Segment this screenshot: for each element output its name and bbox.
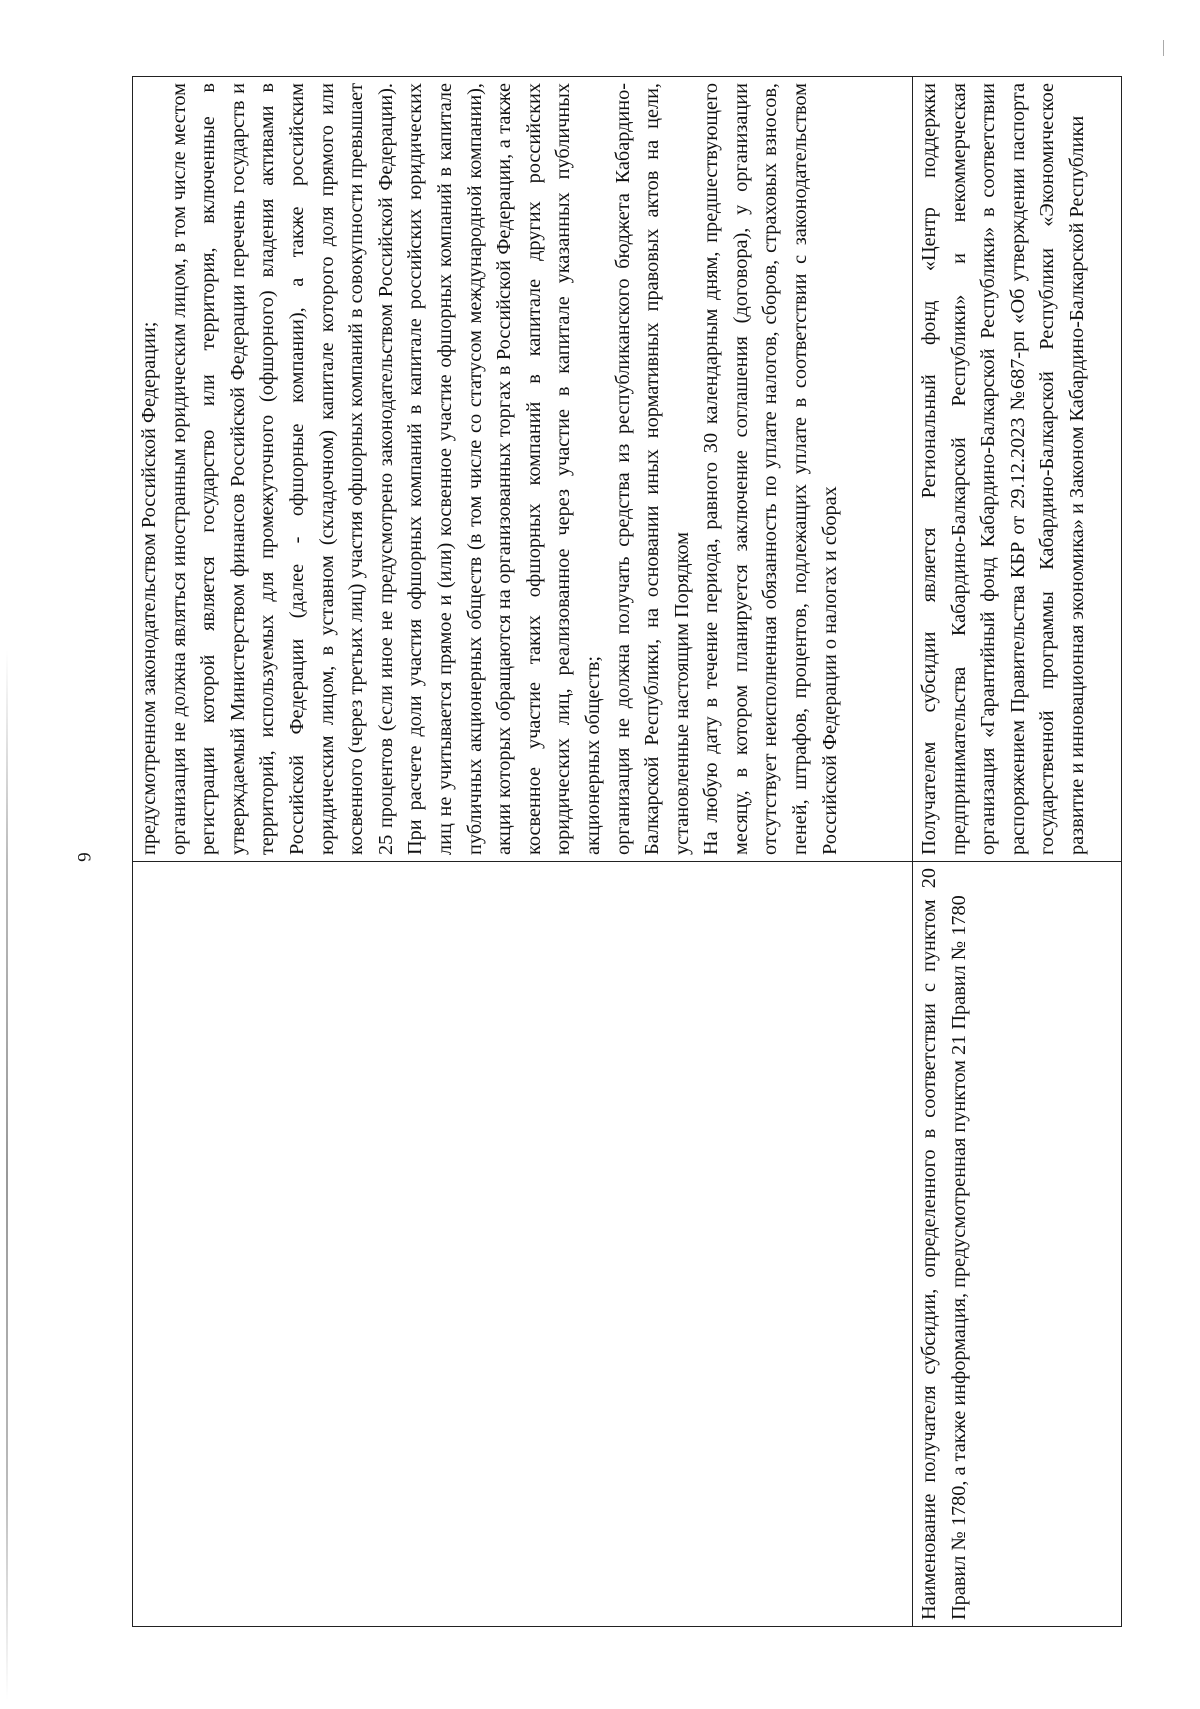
page-number: 6 [72, 852, 94, 862]
rotated-page-content [132, 77, 1122, 1627]
requirement-paragraph: предусмотренном законодательством Российской Федерации; [138, 321, 160, 855]
scan-mark [1163, 40, 1164, 56]
requirement-paragraph: организация не должна получать средства из республиканского бюджета Кабардино-Балкарской Республики, на основании иных нормативных правовых актов на цели, установленные настоящим Порядком [611, 83, 693, 855]
document-table [132, 76, 1122, 1627]
requirement-paragraph: организация не должна являться иностранным юридическим лицом, в том числе местом регистрации которой является государство или территория, включенные в утверждаемый Министерством финансов Российской Федерации перечень государств и территорий, используемых для промежуточного (офшорного) владения активами в Российской Федерации (далее - офшорные компании), а также российским юридическим лицом, в уставном (складочном) капитале которого доля прямого или косвенного (через третьих лиц) участия офшорных компаний в совокупности превышает 25 процентов (если иное не предусмотрено законодательством Российской Федерации). При расчете доли участия офшорных компаний в капитале российских юридических лиц не учитывается прямое и (или) косвенное участие офшорных компаний в капитале публичных акционерных обществ (в том числе со статусом международной компании), акции которых обращаются на организованных торгах в Российской Федерации, а также косвенное участие таких офшорных компаний в капитале других российских юридических лиц, реализованное через участие в капитале указанных публичных акционерных обществ; [167, 83, 604, 855]
table-row [133, 77, 913, 1627]
requirement-paragraph: На любую дату в течение периода, равного 30 календарным дням, предшествующего месяцу, в котором планируется заключение соглашения (договора), у организации отсутствует неисполненная обязанность по уплате налогов, сборов, страховых взносов, пеней, штрафов, процентов, подлежащих уплате в соответствии с законодательством Российской Федерации о налогах и сборах [700, 83, 841, 855]
recipient-paragraph: Получателем субсидии является Региональный фонд «Центр поддержки предпринимательства Кабардино-Балкарской Республики» и некоммерческая организация «Гарантийный фонд Кабардино-Балкарской Республики» в соответствии распоряжением Правительства КБР от 29.12.2023 №687-рп «Об утверждении паспорта государственной программы Кабардино-Балкарской Республики «Экономическое развитие и инновационная экономика» и Законом Кабардино-Балкарской Республики [918, 83, 1088, 855]
table-cell-left-label: Наименование получателя субсидии, определенного в соответствии с пунктом 20 Правил № 1780, а также информация, предусмотренная пунктом 21 Правил № 1780 [913, 862, 1122, 1627]
table-cell-left-empty [133, 862, 913, 1627]
table-row [913, 77, 1122, 1627]
table-cell-right-recipient [913, 77, 1122, 862]
scan-edge-shadow [6, 650, 8, 1700]
table-cell-right-requirements [133, 77, 913, 862]
